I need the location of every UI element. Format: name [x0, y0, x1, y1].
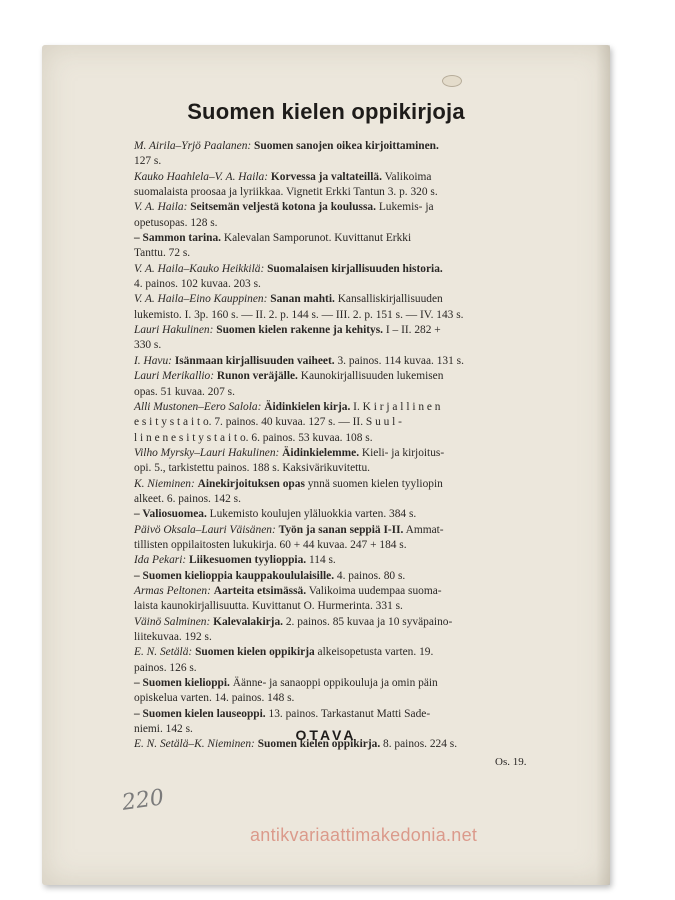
entry-dash: –: [134, 677, 143, 690]
entry-line: [134, 477, 464, 492]
entry-book-title: Äidinkielen kirja.: [264, 400, 351, 413]
entry-book-title: Liikesuomen tyylioppia.: [189, 554, 307, 567]
entry-details: Kaunokirjallisuuden lukemisen: [297, 370, 444, 383]
entry-details: tillisten oppilaitosten lukukirja. 60 + 44 kuvaa. 247 + 184 s.: [134, 538, 407, 551]
list-item: [134, 200, 464, 231]
entry-book-title: Suomalaisen kirjallisuuden historia.: [267, 262, 443, 275]
entry-details: 330 s.: [134, 339, 162, 352]
entry-dash: –: [134, 707, 143, 720]
entry-author: V. A. Haila–Eino Kauppinen:: [134, 293, 271, 306]
entry-line: [134, 292, 464, 307]
entry-details: e s i t y s t a i t o. 7. painos. 40 kuvaa. 127 s. — II. S u u l -: [134, 416, 402, 429]
entry-line: [134, 615, 464, 630]
list-item: [134, 400, 464, 446]
entry-line: [134, 584, 464, 599]
entry-details: Tanttu. 72 s.: [134, 247, 191, 260]
list-item: [134, 507, 464, 522]
entry-author: Lauri Merikallio:: [134, 370, 217, 383]
entry-line: [134, 538, 464, 553]
entry-author: E. N. Setälä:: [134, 646, 196, 659]
entry-details: suomalaista proosaa ja lyriikkaa. Vignetit Erkki Tantun 3. p. 320 s.: [134, 186, 438, 199]
entry-line: [134, 492, 464, 507]
list-item: [134, 676, 464, 707]
entry-line: [134, 446, 464, 461]
entry-details: Äänne- ja sanaoppi oppikouluja ja omin päin: [229, 677, 438, 690]
entry-details: Kansalliskirjallisuuden: [334, 293, 443, 306]
entry-book-title: Seitsemän veljestä kotona ja koulussa.: [190, 201, 376, 214]
entry-dash: –: [134, 569, 143, 582]
entry-line: [134, 170, 464, 185]
entry-book-title: Suomen kielen lauseoppi.: [142, 707, 266, 720]
entry-details: Lukemis- ja: [375, 201, 434, 214]
entry-line: [134, 507, 464, 522]
entry-book-title: Suomen kielen rakenne ja kehitys.: [216, 324, 384, 337]
entry-details: laista kaunokirjallisuutta. Kuvittanut O. Hurmerinta. 331 s.: [134, 600, 403, 613]
entry-line: [134, 707, 464, 722]
entry-book-title: Suomen sanojen oikea kirjoittaminen.: [254, 140, 439, 152]
entry-author: M. Airila–Yrjö Paalanen:: [134, 140, 255, 152]
page-title: Suomen kielen oppikirjoja: [187, 99, 465, 124]
entry-details: Lukemisto koulujen yläluokkia varten. 384 s.: [206, 508, 417, 521]
entry-details: niemi. 142 s.: [134, 723, 193, 736]
entry-line: [134, 630, 464, 645]
entry-line: [134, 400, 464, 415]
watermark-text: antikvariaattimakedonia.net: [250, 825, 478, 845]
entry-author: Kauko Haahlela–V. A. Haila:: [134, 170, 271, 183]
list-item: [134, 553, 464, 568]
entry-details: Valikoima uudempaa suoma-: [306, 584, 442, 597]
entry-line: [134, 385, 464, 400]
entry-line: [134, 154, 464, 169]
entry-line: [134, 691, 464, 706]
entry-line: [134, 461, 464, 476]
list-item: [134, 354, 464, 369]
entry-book-title: Korvessa ja valtateillä.: [270, 170, 382, 183]
entry-details: l i n e n e s i t y s t a i t o. 6. painos. 53 kuvaa. 108 s.: [134, 431, 373, 444]
entry-details: opas. 51 kuvaa. 207 s.: [134, 385, 235, 398]
entry-book-title: Runon veräjälle.: [216, 370, 298, 383]
entry-details: Kieli- ja kirjoitus-: [359, 446, 445, 459]
list-item: [134, 446, 464, 477]
entry-details: liitekuvaa. 192 s.: [134, 631, 212, 643]
list-item: [134, 292, 464, 323]
entry-line: [134, 645, 464, 660]
entry-line: [134, 246, 464, 261]
entry-line: [134, 523, 464, 538]
list-item: [134, 231, 464, 262]
list-item: [134, 584, 464, 615]
handwritten-price: 220: [120, 785, 166, 816]
entry-details: 8. painos. 224 s.: [380, 738, 458, 751]
entry-details: 3. painos. 114 kuvaa. 131 s.: [334, 354, 464, 367]
entry-details: 4. painos. 80 s.: [334, 569, 406, 582]
entry-details: 13. painos. Tarkastanut Matti Sade-: [265, 707, 431, 720]
entry-details: opi. 5., tarkistettu painos. 188 s. Kaksivärikuvitettu.: [134, 462, 371, 475]
entry-dash: –: [134, 232, 143, 245]
entry-book-title: Aarteita etsimässä.: [213, 584, 307, 597]
entry-details: 4. painos. 102 kuvaa. 203 s.: [134, 278, 261, 291]
entry-line: [134, 185, 464, 200]
entry-details: alkeet. 6. painos. 142 s.: [134, 492, 241, 505]
entry-author: Lauri Hakulinen:: [134, 324, 217, 337]
catalog-code: Os. 19.: [495, 756, 527, 768]
entry-line: [134, 200, 464, 215]
entry-book-title: Suomen kielioppia kauppakoululaisille.: [142, 569, 335, 582]
list-item: [134, 323, 464, 354]
entry-line: [134, 338, 464, 353]
entry-line: [134, 553, 464, 568]
entry-author: K. Nieminen:: [134, 477, 198, 490]
entry-details: 114 s.: [306, 554, 336, 567]
entry-details: alkeisopetusta varten. 19.: [314, 646, 434, 659]
list-item: [134, 369, 464, 400]
entry-author: Päivö Oksala–Lauri Väisänen:: [134, 523, 279, 536]
entry-line: [134, 231, 464, 246]
entry-book-title: Ainekirjoituksen opas: [197, 477, 305, 490]
entry-book-title: Äidinkielemme.: [282, 446, 360, 459]
entry-details: opetusopas. 128 s.: [134, 216, 218, 229]
entry-details: I – II. 282 +: [383, 324, 441, 337]
entry-details: lukemisto. I. 3p. 160 s. — II. 2. p. 144 s. — III. 2. p. 151 s. — IV. 143 s.: [134, 308, 464, 321]
entry-book-title: Työn ja sanan seppiä I-II.: [278, 523, 404, 536]
entry-book-title: Valiosuomea.: [142, 508, 207, 521]
entry-author: Ida Pekari:: [134, 554, 190, 567]
entry-author: I. Havu:: [134, 354, 175, 367]
list-item: [134, 477, 464, 508]
entry-line: [134, 323, 464, 338]
list-item: [134, 645, 464, 676]
entry-line: [134, 599, 464, 614]
entry-book-title: Suomen kielen oppikirja: [195, 646, 315, 659]
entry-details: 2. painos. 85 kuvaa ja 10 syväpaino-: [283, 615, 453, 628]
entry-author: Vilho Myrsky–Lauri Hakulinen:: [134, 446, 283, 459]
entry-book-title: Kalevalakirja.: [213, 615, 284, 628]
entry-line: [134, 354, 464, 369]
list-item: [134, 139, 464, 170]
entry-line: [134, 277, 464, 292]
entry-author: V. A. Haila:: [134, 201, 191, 214]
entry-details: 127 s.: [134, 155, 162, 168]
entry-book-title: Isänmaan kirjallisuuden vaiheet.: [174, 354, 335, 367]
entry-book-title: Suomen kielen oppikirja.: [257, 738, 381, 751]
list-item: [134, 262, 464, 293]
entry-line: [134, 369, 464, 384]
entry-line: [134, 139, 464, 154]
entry-line: [134, 415, 464, 430]
entry-author: V. A. Haila–Kauko Heikkilä:: [134, 262, 268, 275]
book-back-cover: [42, 45, 610, 885]
entry-book-title: Sanan mahti.: [270, 293, 335, 306]
book-list: [134, 139, 464, 753]
list-item: [134, 615, 464, 646]
entry-details: Ammat-: [403, 523, 444, 536]
entry-book-title: Sammon tarina.: [142, 232, 222, 245]
list-item: [134, 523, 464, 554]
list-item: [134, 170, 464, 201]
entry-author: Alli Mustonen–Eero Salola:: [134, 400, 265, 413]
publisher-name: OTAVA: [295, 727, 357, 743]
entry-line: [134, 308, 464, 323]
entry-details: opiskelua varten. 14. painos. 148 s.: [134, 692, 295, 705]
entry-details: painos. 126 s.: [134, 661, 197, 674]
entry-line: [134, 569, 464, 584]
entry-line: [134, 676, 464, 691]
entry-line: [134, 431, 464, 446]
entry-author: Armas Peltonen:: [134, 584, 214, 597]
entry-author: Väinö Salminen:: [134, 615, 214, 628]
entry-dash: –: [134, 508, 143, 521]
entry-details: Valikoima: [381, 170, 432, 183]
entry-book-title: Suomen kielioppi.: [142, 677, 230, 690]
entry-line: [134, 661, 464, 676]
entry-details: I. K i r j a l l i n e n: [350, 400, 441, 413]
entry-details: ynnä suomen kielen tyyliopin: [304, 477, 443, 490]
entry-author: E. N. Setälä–K. Nieminen:: [134, 738, 258, 751]
entry-line: [134, 216, 464, 231]
entry-details: Kalevalan Samporunot. Kuvittanut Erkki: [221, 232, 412, 245]
entry-line: [134, 262, 464, 277]
list-item: [134, 569, 464, 584]
corner-sticker: [442, 75, 462, 87]
